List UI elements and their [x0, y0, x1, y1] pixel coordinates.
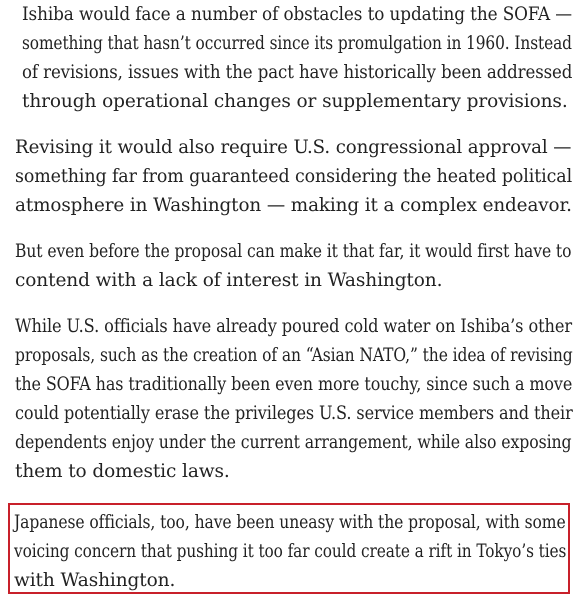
paragraph-line: dependents enjoy under the current arrangement, while also exposing	[15, 432, 572, 453]
paragraph-line: through operational changes or supplementary provisions.	[22, 91, 568, 112]
paragraph-line: proposals, such as the creation of an “Asian NATO,” the idea of revising	[15, 345, 573, 366]
paragraph-line: something that hasn’t occurred since its promulgation in 1960. Instead	[22, 33, 572, 54]
paragraph-line: Revising it would also require U.S. congressional approval —	[15, 137, 572, 158]
paragraph-line: them to domestic laws.	[15, 461, 230, 482]
paragraph-line: of revisions, issues with the pact have historically been addressed	[22, 62, 573, 83]
paragraph-line: something far from guaranteed considering the heated political	[15, 166, 573, 187]
paragraph-line: But even before the proposal can make it that far, it would first have to	[15, 241, 572, 262]
highlighted-paragraph-japanese-officials	[8, 503, 570, 594]
paragraph-line: the SOFA has traditionally been even more touchy, since such a move	[15, 374, 573, 395]
paragraph-line: contend with a lack of interest in Washington.	[15, 270, 443, 291]
paragraph-line: with Washington.	[14, 570, 176, 591]
paragraph-line: voicing concern that pushing it too far could create a rift in Tokyo’s ties	[14, 541, 567, 562]
paragraph-sofa-obstacles	[22, 0, 574, 116]
paragraph-line: Ishiba would face a number of obstacles to updating the SOFA —	[22, 4, 572, 25]
paragraph-line: Japanese officials, too, have been uneasy with the proposal, with some	[14, 512, 566, 533]
paragraph-line: atmosphere in Washington — making it a complex endeavor.	[15, 195, 572, 216]
paragraph-us-officials	[15, 312, 574, 486]
paragraph-congressional-approval	[15, 133, 574, 220]
paragraph-line: could potentially erase the privileges U.S. service members and their	[15, 403, 573, 424]
paragraph-line: While U.S. officials have already poured cold water on Ishiba’s other	[15, 316, 572, 337]
paragraph-lack-of-interest	[15, 237, 574, 295]
